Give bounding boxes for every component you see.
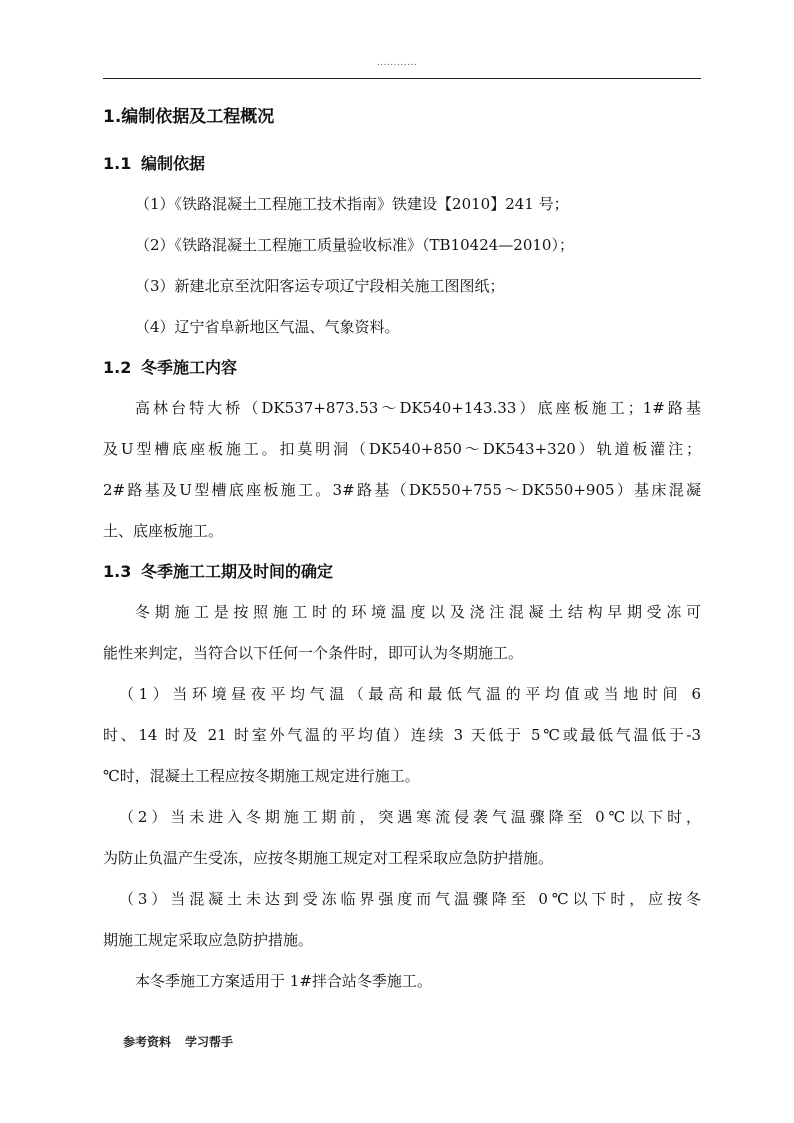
content-line: 及U型槽底座板施工。扣莫明洞（DK540+850～DK543+320）轨道板灌注； [103,440,701,458]
condition-2-line: 为防止负温产生受冻，应按冬期施工规定对工程采取应急防护措施。 [103,849,554,867]
basis-item: （4）辽宁省阜新地区气温、气象资料。 [135,318,400,336]
footer-label-right: 学习帮手 [185,1035,234,1049]
content-line: 2#路基及U型槽底座板施工。3#路基（DK550+755～DK550+905）基床混凝 [103,481,701,499]
basis-item: （2）《铁路混凝土工程施工质量验收标准》（TB10424—2010）； [135,236,574,254]
section-1-2-heading [103,348,701,388]
paragraph-line: 冬期施工是按照施工时的环境温度以及浇注混凝土结构早期受冻可 [135,603,701,621]
scope-statement: 本冬季施工方案适用于 1#拌合站冬季施工。 [135,972,432,990]
section-title: 冬季施工工期及时间的确定 [141,562,334,581]
condition-1-line: 时、14 时及 21 时室外气温的平均值）连续 3 天低于 5℃或最低气温低于-3 [103,726,701,744]
content-line: 高林台特大桥（DK537+873.53～DK540+143.33）底座板施工；1#路基 [135,399,701,417]
basis-item: （3）新建北京至沈阳客运专项辽宁段相关施工图图纸； [135,277,505,295]
section-1-heading: 1.编制依据及工程概况 [103,107,275,127]
document-body [103,102,701,1002]
header-dots: ............ [376,58,418,68]
header-divider [103,78,701,79]
section-number: 1.3 [103,562,132,581]
page-footer [123,1033,233,1050]
condition-1-line: ℃时，混凝土工程应按冬期施工规定进行施工。 [103,767,420,785]
condition-1-line: （1）当环境昼夜平均气温（最高和最低气温的平均值或当地时间 6 [119,685,701,703]
section-number: 1.2 [103,358,132,377]
section-title: 冬季施工内容 [141,358,238,377]
section-1-3-heading [103,552,701,592]
paragraph-line: 能性来判定，当符合以下任何一个条件时，即可认为冬期施工。 [103,644,524,662]
footer-label-left: 参考资料 [123,1035,172,1049]
section-number: 1.1 [103,154,132,173]
section-title: 编制依据 [141,154,206,173]
section-1-1-heading [103,144,701,184]
content-line: 土、底座板施工。 [103,522,224,540]
condition-3-line: （3）当混凝土未达到受冻临界强度而气温骤降至 0℃以下时，应按冬 [119,890,701,908]
condition-3-line: 期施工规定采取应急防护措施。 [103,931,314,949]
condition-2-line: （2）当未进入冬期施工期前，突遇寒流侵袭气温骤降至 0℃以下时， [119,808,701,826]
basis-item: （1）《铁路混凝土工程施工技术指南》铁建设【2010】241 号； [135,195,569,213]
